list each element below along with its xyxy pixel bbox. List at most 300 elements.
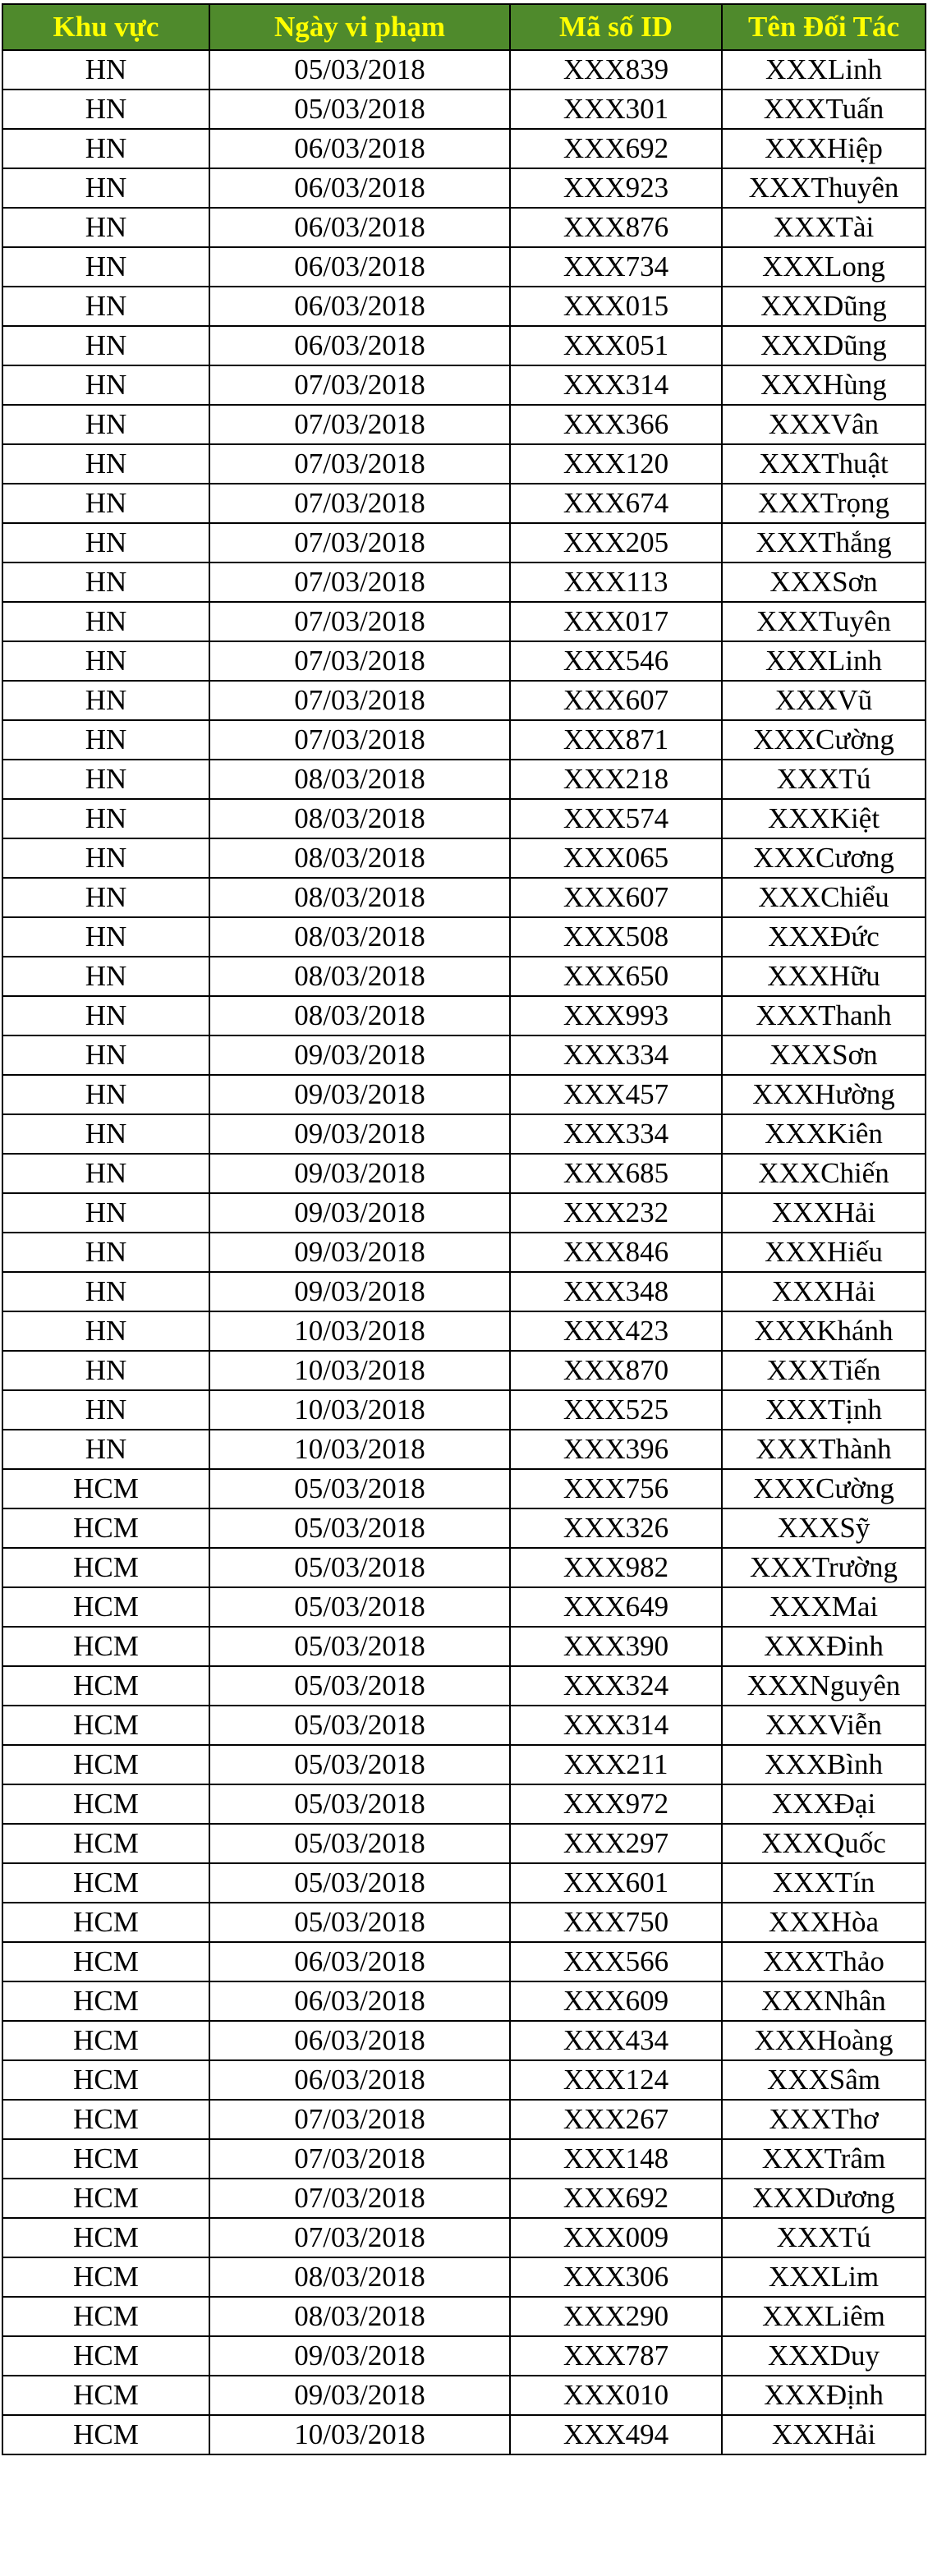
cell-partner-name: XXXTín (722, 1863, 926, 1903)
cell-region: HCM (2, 1587, 209, 1627)
cell-partner-name: XXXHiếu (722, 1233, 926, 1272)
table-row (2, 1666, 926, 1706)
cell-region: HN (2, 838, 209, 878)
cell-region: HCM (2, 2218, 209, 2257)
table-row (2, 838, 926, 878)
table-row (2, 1233, 926, 1272)
cell-id: XXX051 (510, 326, 722, 365)
cell-region: HCM (2, 2257, 209, 2297)
cell-violation-date: 05/03/2018 (209, 50, 510, 90)
table-row (2, 1587, 926, 1627)
cell-region: HN (2, 1390, 209, 1430)
cell-violation-date: 06/03/2018 (209, 287, 510, 326)
cell-violation-date: 09/03/2018 (209, 1154, 510, 1193)
cell-violation-date: 10/03/2018 (209, 1430, 510, 1469)
table-row (2, 681, 926, 720)
cell-id: XXX218 (510, 760, 722, 799)
table-row (2, 996, 926, 1035)
cell-region: HCM (2, 1784, 209, 1824)
table-row (2, 760, 926, 799)
cell-id: XXX871 (510, 720, 722, 760)
cell-id: XXX205 (510, 523, 722, 562)
table-row (2, 1903, 926, 1942)
cell-region: HN (2, 365, 209, 405)
table-row (2, 1784, 926, 1824)
cell-region: HCM (2, 1903, 209, 1942)
cell-region: HCM (2, 1508, 209, 1548)
cell-id: XXX601 (510, 1863, 722, 1903)
cell-violation-date: 06/03/2018 (209, 129, 510, 168)
cell-violation-date: 07/03/2018 (209, 562, 510, 602)
cell-id: XXX423 (510, 1311, 722, 1351)
cell-violation-date: 06/03/2018 (209, 1942, 510, 1981)
table-row (2, 562, 926, 602)
cell-id: XXX982 (510, 1548, 722, 1587)
table-row (2, 1154, 926, 1193)
cell-id: XXX366 (510, 405, 722, 444)
cell-violation-date: 05/03/2018 (209, 1548, 510, 1587)
cell-partner-name: XXXTài (722, 208, 926, 247)
cell-violation-date: 05/03/2018 (209, 1587, 510, 1627)
cell-region: HN (2, 1193, 209, 1233)
table-row (2, 2218, 926, 2257)
table-row (2, 247, 926, 287)
cell-id: XXX870 (510, 1351, 722, 1390)
table-body (2, 50, 926, 2454)
cell-region: HN (2, 1233, 209, 1272)
cell-partner-name: XXXĐại (722, 1784, 926, 1824)
cell-partner-name: XXXDương (722, 2179, 926, 2218)
cell-partner-name: XXXKhánh (722, 1311, 926, 1351)
table-row (2, 1311, 926, 1351)
cell-id: XXX232 (510, 1193, 722, 1233)
cell-partner-name: XXXThuyên (722, 168, 926, 208)
cell-id: XXX692 (510, 129, 722, 168)
cell-region: HCM (2, 2100, 209, 2139)
header-violation-date: Ngày vi phạm (209, 4, 510, 50)
table-row (2, 799, 926, 838)
cell-violation-date: 07/03/2018 (209, 641, 510, 681)
cell-id: XXX434 (510, 2021, 722, 2060)
cell-region: HN (2, 1035, 209, 1075)
table-row (2, 2179, 926, 2218)
cell-region: HN (2, 602, 209, 641)
table-row (2, 2257, 926, 2297)
table-row (2, 641, 926, 681)
cell-violation-date: 08/03/2018 (209, 917, 510, 957)
cell-partner-name: XXXVũ (722, 681, 926, 720)
cell-violation-date: 08/03/2018 (209, 878, 510, 917)
cell-violation-date: 07/03/2018 (209, 444, 510, 484)
cell-id: XXX015 (510, 287, 722, 326)
table-row (2, 917, 926, 957)
cell-partner-name: XXXThảo (722, 1942, 926, 1981)
cell-region: HCM (2, 1942, 209, 1981)
cell-partner-name: XXXSơn (722, 562, 926, 602)
table-row (2, 1430, 926, 1469)
cell-region: HN (2, 1075, 209, 1114)
cell-violation-date: 07/03/2018 (209, 2218, 510, 2257)
cell-id: XXX017 (510, 602, 722, 641)
cell-region: HN (2, 523, 209, 562)
table-row (2, 444, 926, 484)
cell-region: HN (2, 287, 209, 326)
cell-violation-date: 06/03/2018 (209, 2021, 510, 2060)
table-row (2, 90, 926, 129)
cell-partner-name: XXXQuốc (722, 1824, 926, 1863)
cell-id: XXX494 (510, 2415, 722, 2454)
cell-partner-name: XXXĐức (722, 917, 926, 957)
cell-violation-date: 09/03/2018 (209, 2376, 510, 2415)
table-row (2, 287, 926, 326)
table-row (2, 1193, 926, 1233)
cell-partner-name: XXXNhân (722, 1981, 926, 2021)
cell-violation-date: 09/03/2018 (209, 1035, 510, 1075)
cell-id: XXX566 (510, 1942, 722, 1981)
cell-violation-date: 07/03/2018 (209, 365, 510, 405)
cell-partner-name: XXXĐinh (722, 1627, 926, 1666)
table-row (2, 2376, 926, 2415)
cell-violation-date: 09/03/2018 (209, 1193, 510, 1233)
cell-id: XXX297 (510, 1824, 722, 1863)
cell-region: HCM (2, 1824, 209, 1863)
cell-partner-name: XXXHải (722, 2415, 926, 2454)
table-row (2, 1272, 926, 1311)
cell-region: HN (2, 720, 209, 760)
table-row (2, 957, 926, 996)
cell-region: HCM (2, 2336, 209, 2376)
cell-partner-name: XXXBình (722, 1745, 926, 1784)
cell-region: HCM (2, 2376, 209, 2415)
cell-partner-name: XXXTiến (722, 1351, 926, 1390)
cell-id: XXX324 (510, 1666, 722, 1706)
cell-partner-name: XXXTú (722, 2218, 926, 2257)
header-region: Khu vực (2, 4, 209, 50)
cell-violation-date: 08/03/2018 (209, 760, 510, 799)
table-row (2, 1114, 926, 1154)
table-row (2, 1035, 926, 1075)
cell-violation-date: 07/03/2018 (209, 2179, 510, 2218)
cell-region: HN (2, 681, 209, 720)
cell-region: HN (2, 1114, 209, 1154)
table-row (2, 129, 926, 168)
cell-partner-name: XXXTú (722, 760, 926, 799)
cell-region: HN (2, 208, 209, 247)
cell-region: HCM (2, 1469, 209, 1508)
cell-partner-name: XXXDuy (722, 2336, 926, 2376)
cell-region: HCM (2, 2179, 209, 2218)
cell-violation-date: 07/03/2018 (209, 602, 510, 641)
cell-partner-name: XXXHải (722, 1193, 926, 1233)
cell-violation-date: 05/03/2018 (209, 1706, 510, 1745)
cell-region: HN (2, 168, 209, 208)
cell-id: XXX290 (510, 2297, 722, 2336)
cell-partner-name: XXXCương (722, 838, 926, 878)
cell-region: HCM (2, 1627, 209, 1666)
table-row (2, 523, 926, 562)
cell-violation-date: 07/03/2018 (209, 405, 510, 444)
cell-violation-date: 05/03/2018 (209, 1469, 510, 1508)
table-row (2, 2297, 926, 2336)
cell-partner-name: XXXCường (722, 720, 926, 760)
cell-id: XXX650 (510, 957, 722, 996)
header-partner-name: Tên Đối Tác (722, 4, 926, 50)
cell-partner-name: XXXHiệp (722, 129, 926, 168)
cell-partner-name: XXXKiên (722, 1114, 926, 1154)
cell-violation-date: 07/03/2018 (209, 523, 510, 562)
cell-id: XXX972 (510, 1784, 722, 1824)
table-row (2, 1548, 926, 1587)
cell-region: HN (2, 484, 209, 523)
cell-partner-name: XXXSơn (722, 1035, 926, 1075)
cell-partner-name: XXXThanh (722, 996, 926, 1035)
cell-violation-date: 05/03/2018 (209, 1824, 510, 1863)
cell-region: HN (2, 90, 209, 129)
cell-violation-date: 09/03/2018 (209, 1272, 510, 1311)
cell-region: HN (2, 917, 209, 957)
cell-violation-date: 09/03/2018 (209, 1075, 510, 1114)
table-row (2, 168, 926, 208)
table-row (2, 720, 926, 760)
table-row (2, 208, 926, 247)
cell-partner-name: XXXHải (722, 1272, 926, 1311)
cell-id: XXX692 (510, 2179, 722, 2218)
cell-region: HN (2, 760, 209, 799)
cell-violation-date: 08/03/2018 (209, 2257, 510, 2297)
cell-violation-date: 07/03/2018 (209, 484, 510, 523)
cell-id: XXX685 (510, 1154, 722, 1193)
cell-id: XXX124 (510, 2060, 722, 2100)
table-row (2, 2100, 926, 2139)
cell-partner-name: XXXChiến (722, 1154, 926, 1193)
cell-partner-name: XXXLiêm (722, 2297, 926, 2336)
cell-region: HN (2, 957, 209, 996)
cell-violation-date: 06/03/2018 (209, 2060, 510, 2100)
cell-violation-date: 10/03/2018 (209, 1390, 510, 1430)
header-id: Mã số ID (510, 4, 722, 50)
cell-region: HN (2, 444, 209, 484)
cell-region: HCM (2, 2415, 209, 2454)
cell-region: HN (2, 129, 209, 168)
cell-region: HCM (2, 2139, 209, 2179)
cell-partner-name: XXXKiệt (722, 799, 926, 838)
cell-region: HN (2, 405, 209, 444)
cell-partner-name: XXXSâm (722, 2060, 926, 2100)
cell-id: XXX301 (510, 90, 722, 129)
cell-partner-name: XXXThơ (722, 2100, 926, 2139)
cell-violation-date: 07/03/2018 (209, 681, 510, 720)
table-row (2, 2415, 926, 2454)
cell-region: HN (2, 996, 209, 1035)
cell-region: HN (2, 1311, 209, 1351)
cell-id: XXX390 (510, 1627, 722, 1666)
cell-partner-name: XXXDũng (722, 326, 926, 365)
cell-region: HCM (2, 1548, 209, 1587)
cell-violation-date: 08/03/2018 (209, 957, 510, 996)
cell-region: HN (2, 1154, 209, 1193)
cell-id: XXX396 (510, 1430, 722, 1469)
violations-table (2, 3, 926, 2455)
cell-region: HCM (2, 2297, 209, 2336)
cell-id: XXX508 (510, 917, 722, 957)
cell-partner-name: XXXHòa (722, 1903, 926, 1942)
cell-id: XXX326 (510, 1508, 722, 1548)
cell-id: XXX649 (510, 1587, 722, 1627)
cell-id: XXX267 (510, 2100, 722, 2139)
table-row (2, 2336, 926, 2376)
cell-violation-date: 05/03/2018 (209, 1627, 510, 1666)
cell-violation-date: 10/03/2018 (209, 2415, 510, 2454)
cell-violation-date: 07/03/2018 (209, 720, 510, 760)
cell-region: HN (2, 247, 209, 287)
table-row (2, 1627, 926, 1666)
table-row (2, 878, 926, 917)
cell-violation-date: 10/03/2018 (209, 1311, 510, 1351)
cell-region: HCM (2, 1706, 209, 1745)
cell-partner-name: XXXTuyên (722, 602, 926, 641)
header-row (2, 4, 926, 50)
cell-id: XXX113 (510, 562, 722, 602)
cell-id: XXX734 (510, 247, 722, 287)
cell-id: XXX846 (510, 1233, 722, 1272)
table-row (2, 1351, 926, 1390)
cell-id: XXX787 (510, 2336, 722, 2376)
cell-region: HCM (2, 2021, 209, 2060)
cell-region: HN (2, 50, 209, 90)
cell-partner-name: XXXTrường (722, 1548, 926, 1587)
cell-partner-name: XXXTuấn (722, 90, 926, 129)
table-row (2, 405, 926, 444)
cell-partner-name: XXXLinh (722, 641, 926, 681)
cell-partner-name: XXXHữu (722, 957, 926, 996)
cell-violation-date: 08/03/2018 (209, 838, 510, 878)
cell-id: XXX609 (510, 1981, 722, 2021)
cell-violation-date: 08/03/2018 (209, 799, 510, 838)
cell-region: HN (2, 878, 209, 917)
cell-region: HCM (2, 1981, 209, 2021)
cell-region: HCM (2, 2060, 209, 2100)
cell-id: XXX876 (510, 208, 722, 247)
cell-region: HCM (2, 1745, 209, 1784)
cell-violation-date: 07/03/2018 (209, 2139, 510, 2179)
cell-region: HN (2, 326, 209, 365)
cell-partner-name: XXXHùng (722, 365, 926, 405)
table-row (2, 1469, 926, 1508)
cell-violation-date: 10/03/2018 (209, 1351, 510, 1390)
cell-violation-date: 09/03/2018 (209, 2336, 510, 2376)
table-row (2, 1863, 926, 1903)
table-row (2, 602, 926, 641)
table-row (2, 1981, 926, 2021)
cell-violation-date: 05/03/2018 (209, 1666, 510, 1706)
cell-partner-name: XXXLim (722, 2257, 926, 2297)
table-row (2, 1824, 926, 1863)
cell-violation-date: 06/03/2018 (209, 326, 510, 365)
cell-region: HN (2, 641, 209, 681)
cell-id: XXX525 (510, 1390, 722, 1430)
cell-violation-date: 09/03/2018 (209, 1233, 510, 1272)
cell-id: XXX993 (510, 996, 722, 1035)
table-row (2, 1706, 926, 1745)
table-row (2, 2021, 926, 2060)
cell-partner-name: XXXTrọng (722, 484, 926, 523)
cell-id: XXX457 (510, 1075, 722, 1114)
cell-id: XXX607 (510, 878, 722, 917)
cell-violation-date: 05/03/2018 (209, 1863, 510, 1903)
cell-region: HN (2, 1272, 209, 1311)
cell-violation-date: 07/03/2018 (209, 2100, 510, 2139)
cell-id: XXX546 (510, 641, 722, 681)
cell-violation-date: 08/03/2018 (209, 2297, 510, 2336)
cell-id: XXX148 (510, 2139, 722, 2179)
cell-id: XXX756 (510, 1469, 722, 1508)
cell-region: HCM (2, 1863, 209, 1903)
table-row (2, 1508, 926, 1548)
table-row (2, 484, 926, 523)
cell-partner-name: XXXHường (722, 1075, 926, 1114)
table-row (2, 2139, 926, 2179)
table-row (2, 365, 926, 405)
table-row (2, 1942, 926, 1981)
cell-violation-date: 06/03/2018 (209, 247, 510, 287)
cell-id: XXX211 (510, 1745, 722, 1784)
cell-id: XXX306 (510, 2257, 722, 2297)
table-row (2, 2060, 926, 2100)
cell-violation-date: 08/03/2018 (209, 996, 510, 1035)
cell-id: XXX923 (510, 168, 722, 208)
cell-partner-name: XXXThuật (722, 444, 926, 484)
table-row (2, 326, 926, 365)
cell-partner-name: XXXVân (722, 405, 926, 444)
cell-partner-name: XXXThành (722, 1430, 926, 1469)
table-row (2, 50, 926, 90)
cell-partner-name: XXXDũng (722, 287, 926, 326)
cell-id: XXX839 (510, 50, 722, 90)
cell-violation-date: 05/03/2018 (209, 1784, 510, 1824)
cell-violation-date: 06/03/2018 (209, 1981, 510, 2021)
cell-violation-date: 05/03/2018 (209, 1903, 510, 1942)
cell-id: XXX120 (510, 444, 722, 484)
cell-region: HN (2, 799, 209, 838)
cell-partner-name: XXXLong (722, 247, 926, 287)
table-row (2, 1075, 926, 1114)
cell-id: XXX674 (510, 484, 722, 523)
cell-partner-name: XXXMai (722, 1587, 926, 1627)
cell-id: XXX607 (510, 681, 722, 720)
table-row (2, 1390, 926, 1430)
cell-partner-name: XXXViễn (722, 1706, 926, 1745)
cell-id: XXX065 (510, 838, 722, 878)
cell-violation-date: 05/03/2018 (209, 1745, 510, 1784)
cell-violation-date: 06/03/2018 (209, 208, 510, 247)
cell-id: XXX334 (510, 1035, 722, 1075)
cell-violation-date: 05/03/2018 (209, 1508, 510, 1548)
cell-region: HN (2, 1351, 209, 1390)
cell-violation-date: 05/03/2018 (209, 90, 510, 129)
cell-partner-name: XXXTịnh (722, 1390, 926, 1430)
cell-region: HCM (2, 1666, 209, 1706)
cell-partner-name: XXXSỹ (722, 1508, 926, 1548)
cell-partner-name: XXXThắng (722, 523, 926, 562)
cell-partner-name: XXXHoàng (722, 2021, 926, 2060)
cell-partner-name: XXXChiểu (722, 878, 926, 917)
cell-violation-date: 06/03/2018 (209, 168, 510, 208)
cell-partner-name: XXXCường (722, 1469, 926, 1508)
cell-violation-date: 09/03/2018 (209, 1114, 510, 1154)
cell-id: XXX750 (510, 1903, 722, 1942)
cell-id: XXX010 (510, 2376, 722, 2415)
cell-partner-name: XXXNguyên (722, 1666, 926, 1706)
